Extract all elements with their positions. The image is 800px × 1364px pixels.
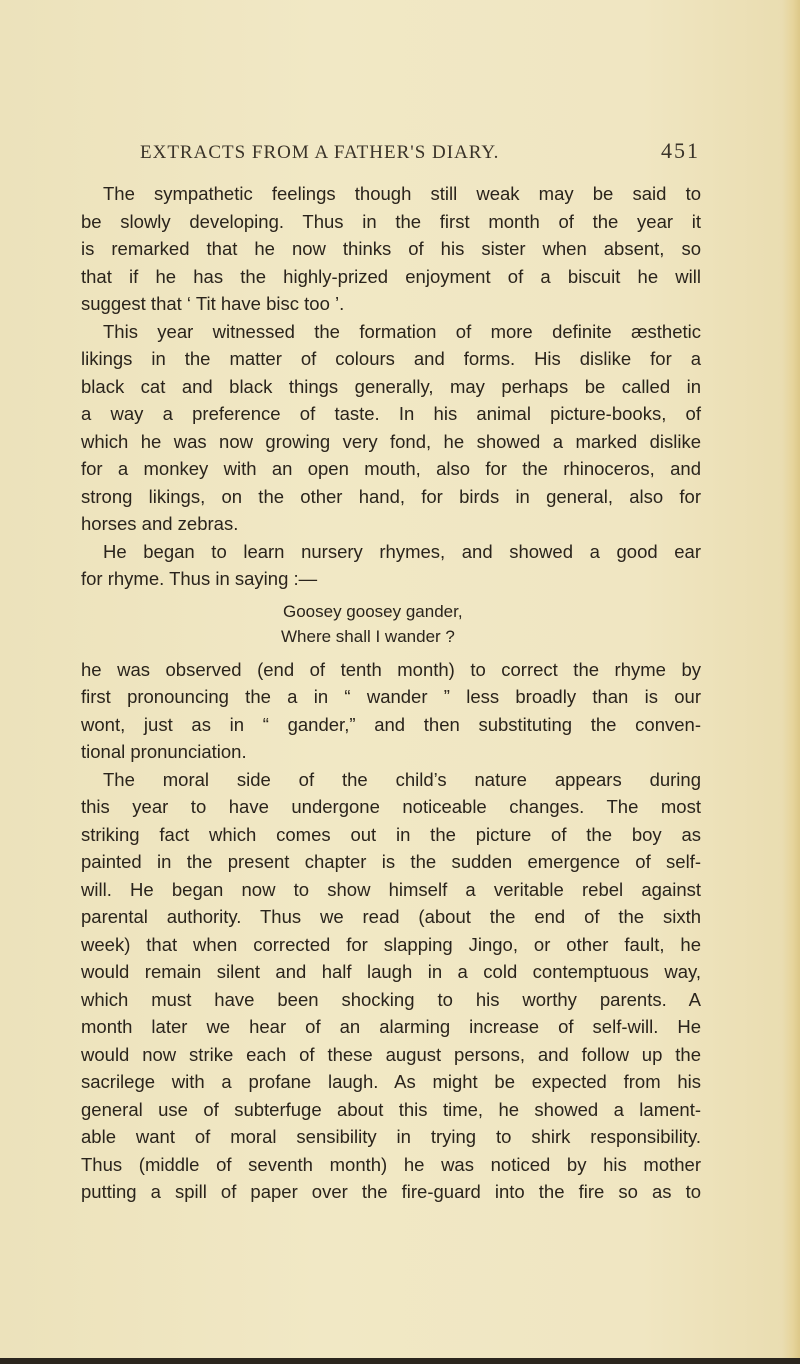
text-line: first pronouncing the a in “ wander ” less broadly than is our — [81, 686, 701, 707]
text-line: general use of subterfuge about this time, he showed a lament- — [81, 1098, 701, 1120]
text-line: would remain silent and half laugh in a cold contemptuous way, — [81, 961, 701, 982]
body-text — [81, 180, 701, 1206]
text-line: that if he has the highly-prized enjoyment of a biscuit he will — [81, 265, 701, 287]
text-line: for rhyme. Thus in saying :— — [81, 568, 318, 589]
text-line: week) that when corrected for slapping Jingo, or other fault, he — [81, 933, 701, 955]
text-line: The sympathetic feelings though still weak may be said to — [103, 183, 701, 204]
text-line: The moral side of the child’s nature appears during — [103, 768, 701, 790]
text-line: he was observed (end of tenth month) to correct the rhyme by — [81, 658, 701, 680]
text-line: this year to have undergone noticeable changes. The most — [81, 796, 701, 817]
text-line: putting a spill of paper over the fire-guard into the fire so as to — [81, 1181, 701, 1202]
text-line: striking fact which comes out in the picture of the boy as — [81, 823, 701, 845]
text-line: This year witnessed the formation of more definite æsthetic — [103, 320, 701, 342]
text-line: would now strike each of these august persons, and follow up the — [81, 1043, 701, 1065]
text-line: Thus (middle of seventh month) he was noticed by his mother — [81, 1153, 701, 1175]
verse-line: Where shall I wander ? — [281, 626, 455, 646]
page-number: 451 — [661, 138, 700, 163]
text-line: parental authority. Thus we read (about the end of the sixth — [81, 906, 701, 927]
text-line: a way a preference of taste. In his animal picture-books, of — [81, 403, 701, 424]
text-line: black cat and black things generally, may perhaps be called in — [81, 375, 701, 397]
text-line: will. He began now to show himself a veritable rebel against — [81, 878, 701, 900]
running-head-title: EXTRACTS FROM A FATHER'S DIARY. — [140, 142, 500, 163]
running-head — [140, 138, 700, 168]
text-line: suggest that ‘ Tit have bisc too ’. — [81, 293, 345, 314]
text-line: which must have been shocking to his worthy parents. A — [81, 988, 701, 1010]
text-line: painted in the present chapter is the sudden emergence of self- — [81, 851, 701, 872]
text-line: likings in the matter of colours and forms. His dislike for a — [81, 348, 701, 369]
text-line: strong likings, on the other hand, for birds in general, also for — [81, 485, 701, 507]
text-line: horses and zebras. — [81, 513, 239, 534]
text-line: wont, just as in “ gander,” and then substituting the conven- — [81, 713, 701, 735]
text-line: be slowly developing. Thus in the first month of the year it — [81, 210, 701, 232]
text-line: He began to learn nursery rhymes, and showed a good ear — [103, 540, 701, 562]
text-line: is remarked that he now thinks of his sister when absent, so — [81, 238, 701, 259]
bottom-border — [0, 1358, 800, 1364]
text-line: month later we hear of an alarming increase of self-will. He — [81, 1016, 701, 1037]
text-line: sacrilege with a profane laugh. As might be expected from his — [81, 1071, 701, 1092]
text-line: able want of moral sensibility in trying to shirk responsibility. — [81, 1126, 701, 1147]
text-line: for a monkey with an open mouth, also for the rhinoceros, and — [81, 458, 701, 479]
text-line: tional pronunciation. — [81, 741, 247, 762]
verse-line: Goosey goosey gander, — [283, 601, 463, 621]
text-line: which he was now growing very fond, he showed a marked dislike — [81, 430, 701, 452]
page-edge-shadow — [782, 0, 800, 1364]
